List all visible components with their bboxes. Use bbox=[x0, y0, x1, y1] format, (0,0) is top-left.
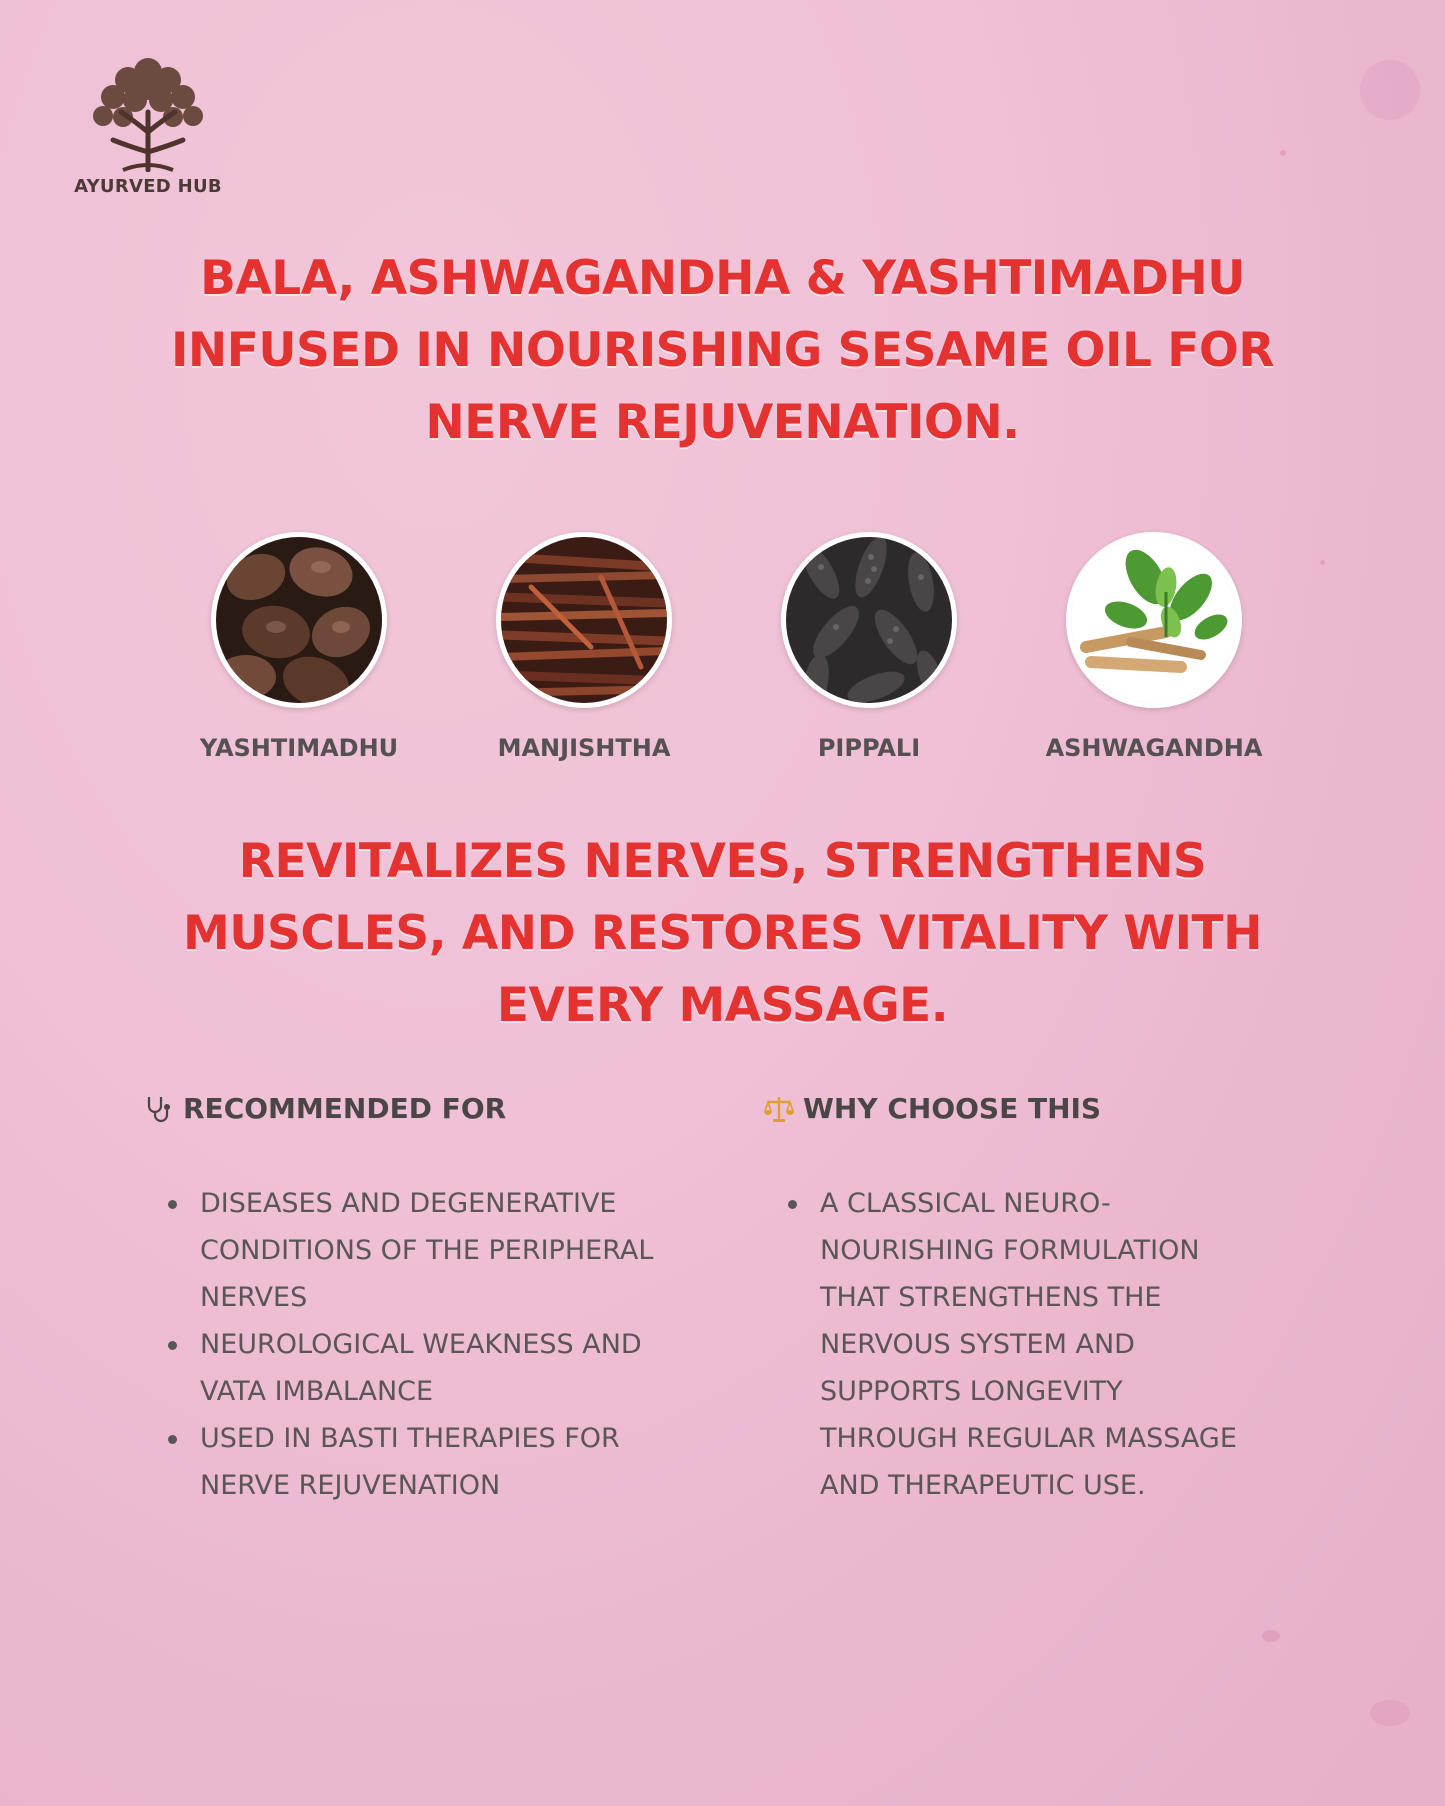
list-line: CONDITIONS OF THE PERIPHERAL bbox=[200, 1235, 654, 1266]
list-line: THROUGH REGULAR MASSAGE bbox=[820, 1423, 1237, 1454]
texture-speck bbox=[1280, 150, 1286, 156]
why-list bbox=[788, 1180, 1348, 1509]
main-headline bbox=[0, 243, 1445, 459]
recommended-heading bbox=[143, 1092, 506, 1125]
benefit-headline bbox=[0, 826, 1445, 1042]
list-line: A CLASSICAL NEURO- bbox=[820, 1188, 1111, 1219]
ingredient-label: PIPPALI bbox=[817, 734, 921, 762]
ingredient-label: MANJISHTHA bbox=[497, 734, 671, 762]
headline-line: BALA, ASHWAGANDHA & YASHTIMADHU bbox=[200, 251, 1245, 306]
headline-line: EVERY MASSAGE. bbox=[496, 978, 949, 1033]
texture-speck bbox=[1370, 1700, 1410, 1726]
recommended-title: RECOMMENDED FOR bbox=[183, 1092, 507, 1125]
list-line: NOURISHING FORMULATION bbox=[820, 1235, 1200, 1266]
list-item bbox=[788, 1180, 1348, 1509]
ingredient-ashwagandha bbox=[1044, 532, 1264, 762]
tree-icon bbox=[83, 42, 213, 172]
balance-scale-icon bbox=[763, 1093, 795, 1125]
ingredient-label: YASHTIMADHU bbox=[199, 734, 399, 762]
ingredient-pippali bbox=[759, 532, 979, 762]
texture-speck bbox=[1360, 60, 1420, 120]
brand-name: AYURVED HUB bbox=[74, 176, 222, 197]
headline-line: NERVE REJUVENATION. bbox=[425, 395, 1020, 450]
stethoscope-icon bbox=[143, 1093, 175, 1125]
why-heading bbox=[763, 1092, 1101, 1125]
list-line: NERVE REJUVENATION bbox=[200, 1470, 501, 1501]
list-line: DISEASES AND DEGENERATIVE bbox=[200, 1188, 617, 1219]
ingredient-label: ASHWAGANDHA bbox=[1045, 734, 1263, 762]
list-line: AND THERAPEUTIC USE. bbox=[820, 1470, 1146, 1501]
list-line: VATA IMBALANCE bbox=[200, 1376, 434, 1407]
list-line: USED IN BASTI THERAPIES FOR bbox=[200, 1423, 620, 1454]
red-sticks-image bbox=[496, 532, 672, 708]
list-line: NERVOUS SYSTEM AND bbox=[820, 1329, 1135, 1360]
headline-line: INFUSED IN NOURISHING SESAME OIL FOR bbox=[170, 323, 1275, 378]
list-line: THAT STRENGTHENS THE bbox=[820, 1282, 1162, 1313]
list-line: NERVES bbox=[200, 1282, 308, 1313]
ingredient-yashtimadhu bbox=[189, 532, 409, 762]
headline-line: REVITALIZES NERVES, STRENGTHENS bbox=[238, 834, 1207, 889]
texture-speck bbox=[1262, 1630, 1280, 1642]
list-item bbox=[168, 1321, 728, 1415]
headline-line: MUSCLES, AND RESTORES VITALITY WITH bbox=[183, 906, 1262, 961]
list-item bbox=[168, 1180, 728, 1321]
nuts-image bbox=[211, 532, 387, 708]
list-line: NEUROLOGICAL WEAKNESS AND bbox=[200, 1329, 642, 1360]
root-and-leaves-image bbox=[1066, 532, 1242, 708]
why-title: WHY CHOOSE THIS bbox=[803, 1092, 1102, 1125]
long-pepper-image bbox=[781, 532, 957, 708]
list-item bbox=[168, 1415, 728, 1509]
brand-logo bbox=[68, 42, 228, 197]
texture-speck bbox=[1320, 560, 1325, 565]
list-line: SUPPORTS LONGEVITY bbox=[820, 1376, 1123, 1407]
ingredient-manjishtha bbox=[474, 532, 694, 762]
recommended-list bbox=[168, 1180, 728, 1509]
